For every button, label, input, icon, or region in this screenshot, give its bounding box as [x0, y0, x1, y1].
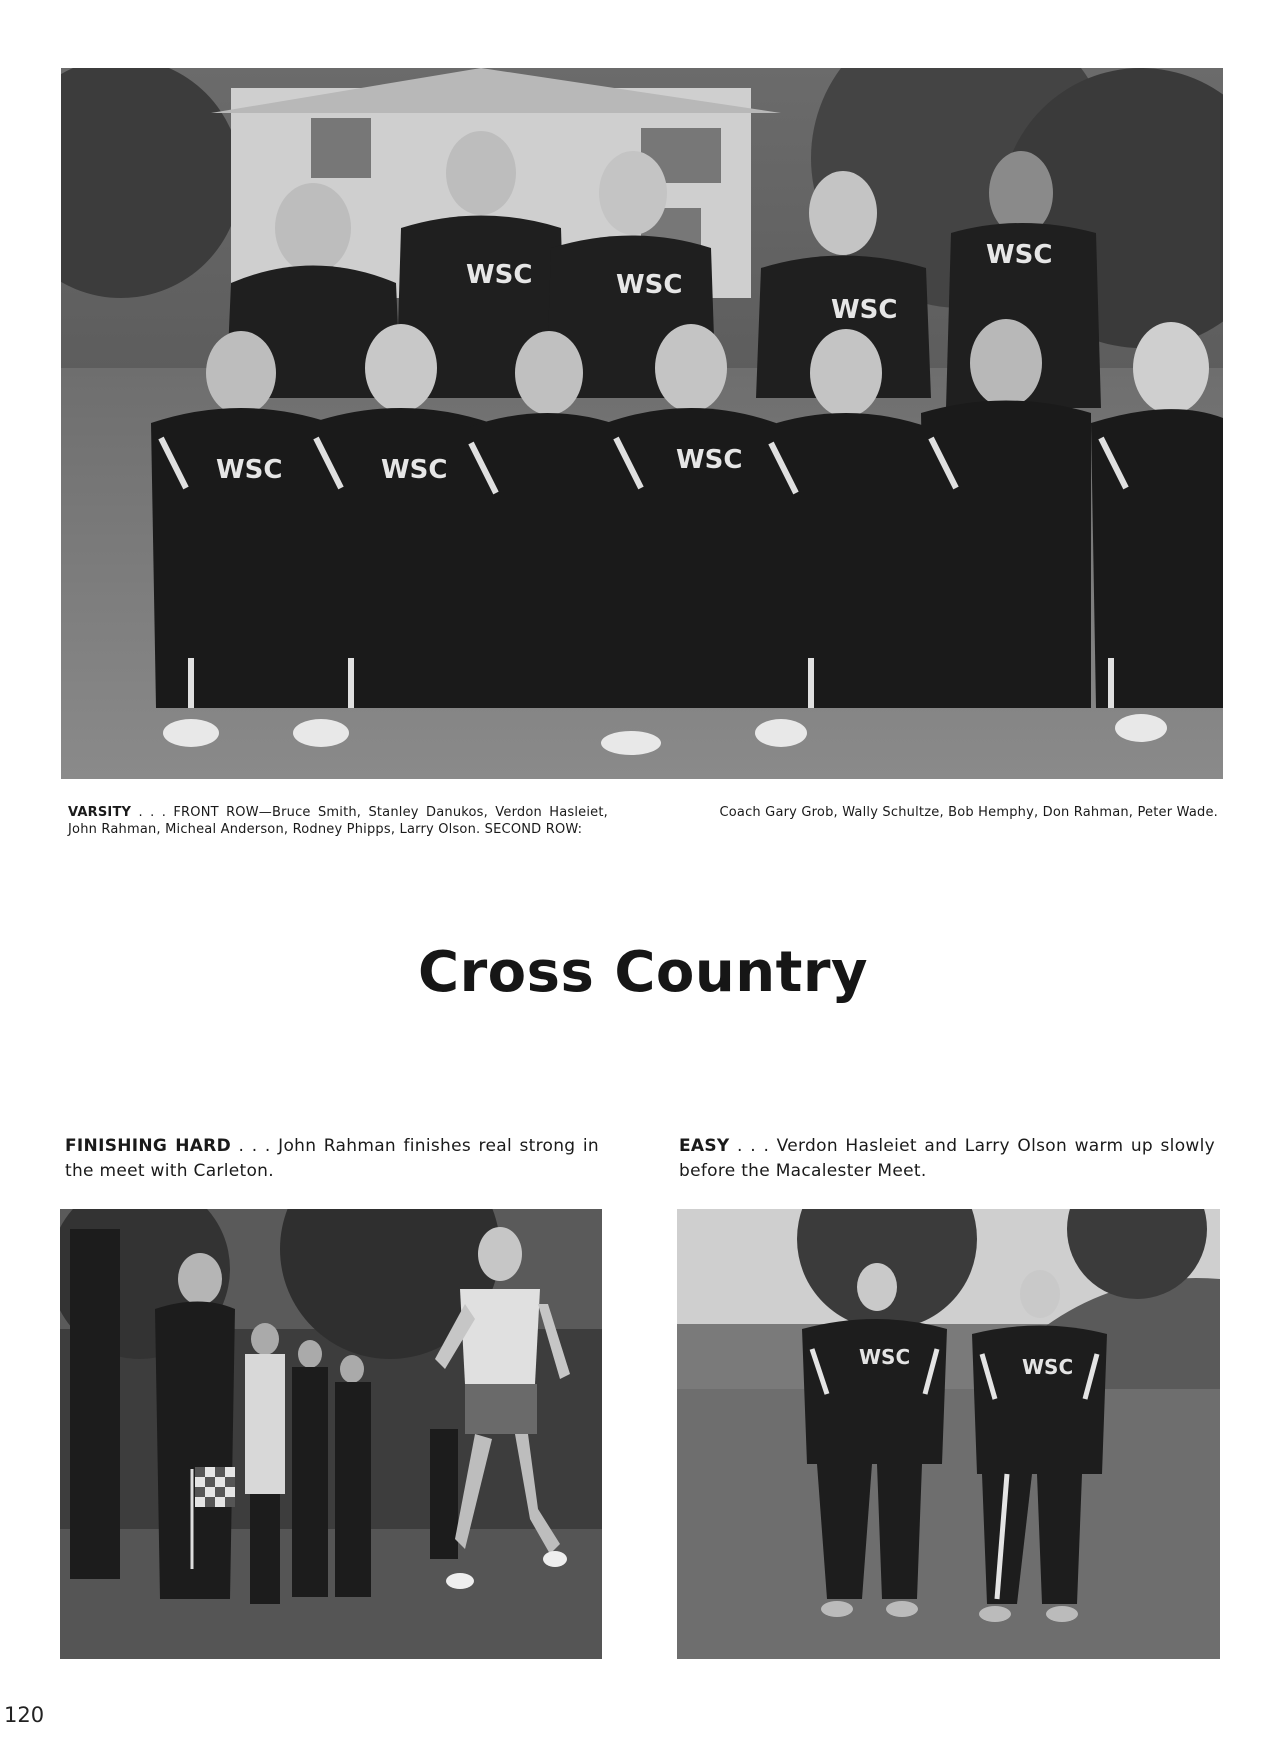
easy-photo — [677, 1209, 1220, 1659]
page-title: Cross Country — [417, 940, 869, 1005]
easy-caption-lead: EASY — [679, 1136, 730, 1156]
team-photo-image — [61, 68, 1223, 779]
finishing-photo-image — [60, 1209, 602, 1659]
jacket-letters: WSC — [986, 240, 1053, 270]
jacket-letters: WSC — [831, 295, 898, 325]
jacket-letters: WSC — [616, 270, 683, 300]
varsity-caption-lead: VARSITY — [68, 805, 132, 820]
easy-caption — [679, 1134, 1215, 1184]
page-number: 120 — [4, 1703, 45, 1727]
finishing-caption-text: . . . John Rahman finishes real strong in the meet with Carleton. — [65, 1136, 599, 1181]
jacket-letters: WSC — [676, 445, 743, 475]
varsity-caption-right: Coach Gary Grob, Wally Schultze, Bob Hemphy, Don Rahman, Peter Wade. — [719, 805, 1218, 820]
easy-caption-text: . . . Verdon Hasleiet and Larry Olson warm up slowly before the Macalester Meet. — [679, 1136, 1215, 1181]
finishing-photo — [60, 1209, 602, 1659]
easy-photo-image — [677, 1209, 1220, 1659]
jacket-letters: WSC — [466, 260, 533, 290]
team-photo — [61, 68, 1223, 779]
jacket-letters: WSC — [1022, 1355, 1074, 1379]
jacket-letters: WSC — [216, 455, 283, 485]
jacket-letters: WSC — [859, 1345, 911, 1369]
jacket-letters: WSC — [381, 455, 448, 485]
finishing-caption — [65, 1134, 599, 1184]
varsity-caption-left-text: . . . FRONT ROW—Bruce Smith, Stanley Danukos, Verdon Hasleiet, John Rahman, Micheal Anderson, Rodney Phipps, Larry Olson. SECOND ROW: — [68, 805, 608, 837]
varsity-caption-left — [68, 804, 608, 838]
finishing-caption-lead: FINISHING HARD — [65, 1136, 231, 1156]
